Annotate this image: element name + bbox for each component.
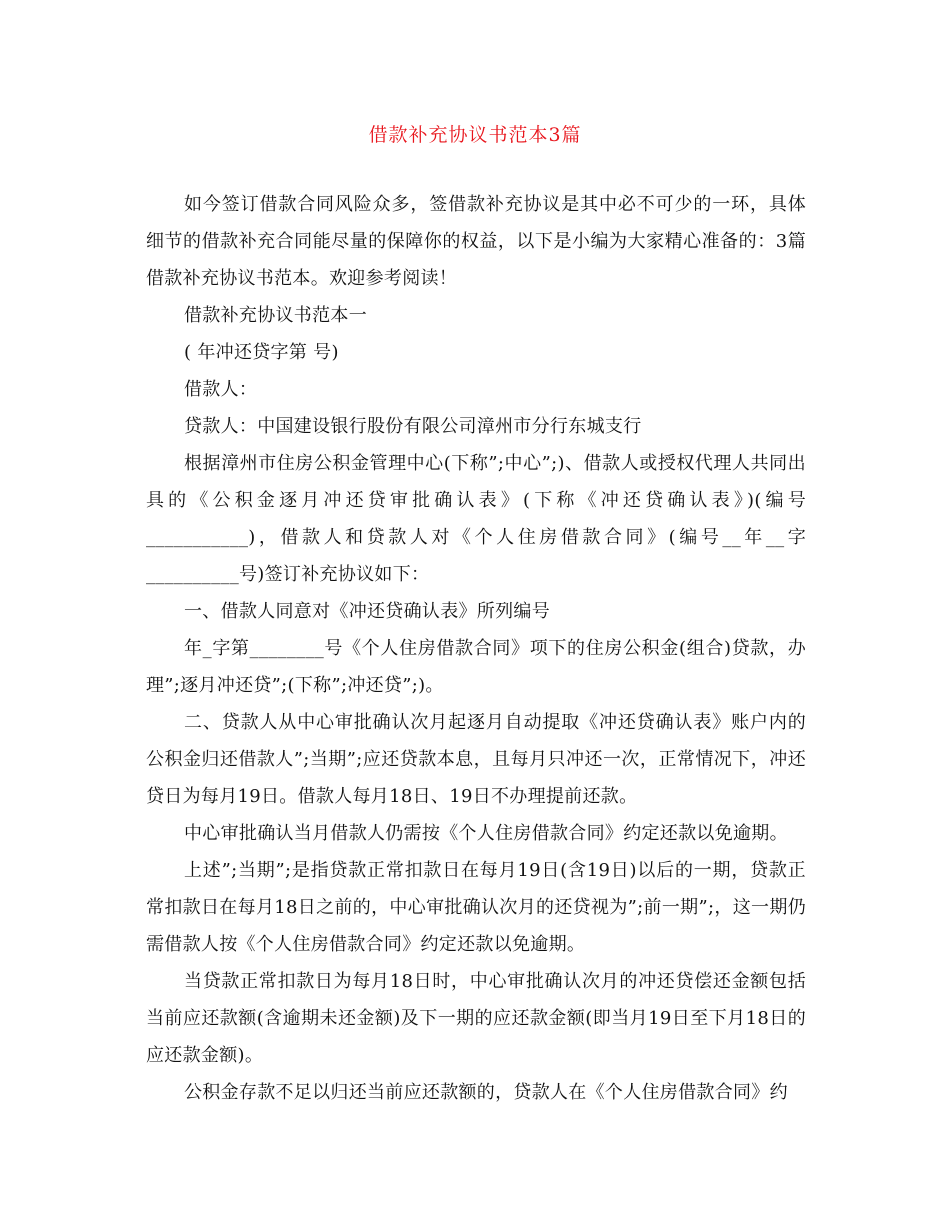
document-body: [146, 186, 806, 1111]
body-paragraph: 上述”;当期”;是指贷款正常扣款日在每月19日(含19日)以后的一期，贷款正常扣款日在每月18日之前的，中心审批确认次月的还贷视为”;前一期”;，这一期仍需借款人按《个人住房借款合同》约定还款以免逾期。: [146, 860, 806, 955]
borrower-line: 借款人：: [184, 379, 258, 400]
body-paragraph: 年_字第________号《个人住房借款合同》项下的住房公积金(组合)贷款，办理”;逐月冲还贷”;(下称”;冲还贷”;)。: [146, 638, 806, 696]
body-paragraph: 中心审批确认当月借款人仍需按《个人住房借款合同》约定还款以免逾期。: [184, 823, 788, 844]
lender-line: 贷款人：中国建设银行股份有限公司漳州市分行东城支行: [184, 416, 642, 437]
document-title: 借款补充协议书范本3篇: [368, 124, 582, 146]
clause-two: 二、贷款人从中心审批确认次月起逐月自动提取《冲还贷确认表》账户内的公积金归还借款人”;当期”;应还贷款本息，且每月只冲还一次，正常情况下，冲还贷日为每月19日。借款人每月18日、19日不办理提前还款。: [146, 712, 806, 807]
section-heading: 借款补充协议书范本一: [184, 305, 367, 326]
clause-one: 一、借款人同意对《冲还贷确认表》所列编号: [184, 601, 550, 622]
intro-paragraph: 如今签订借款合同风险众多，签借款补充协议是其中必不可少的一环，具体细节的借款补充合同能尽量的保障你的权益，以下是小编为大家精心准备的：3篇借款补充协议书范本。欢迎参考阅读！: [146, 194, 806, 289]
body-paragraph: 当贷款正常扣款日为每月18日时，中心审批确认次月的冲还贷偿还金额包括当前应还款额(含逾期未还金额)及下一期的应还款金额(即当月19日至下月18日的应还款金额)。: [146, 971, 806, 1066]
body-paragraph: 根据漳州市住房公积金管理中心(下称”;中心”;)、借款人或授权代理人共同出具的《公积金逐月冲还贷审批确认表》(下称《冲还贷确认表》)(编号___________)，借款人和贷款人对《个人住房借款合同》(编号__年__字__________号)签订补充协议如下：: [146, 453, 806, 585]
contract-number-line: ( 年冲还贷字第 号): [184, 342, 339, 363]
body-paragraph: 公积金存款不足以归还当前应还款额的，贷款人在《个人住房借款合同》约: [184, 1082, 788, 1103]
